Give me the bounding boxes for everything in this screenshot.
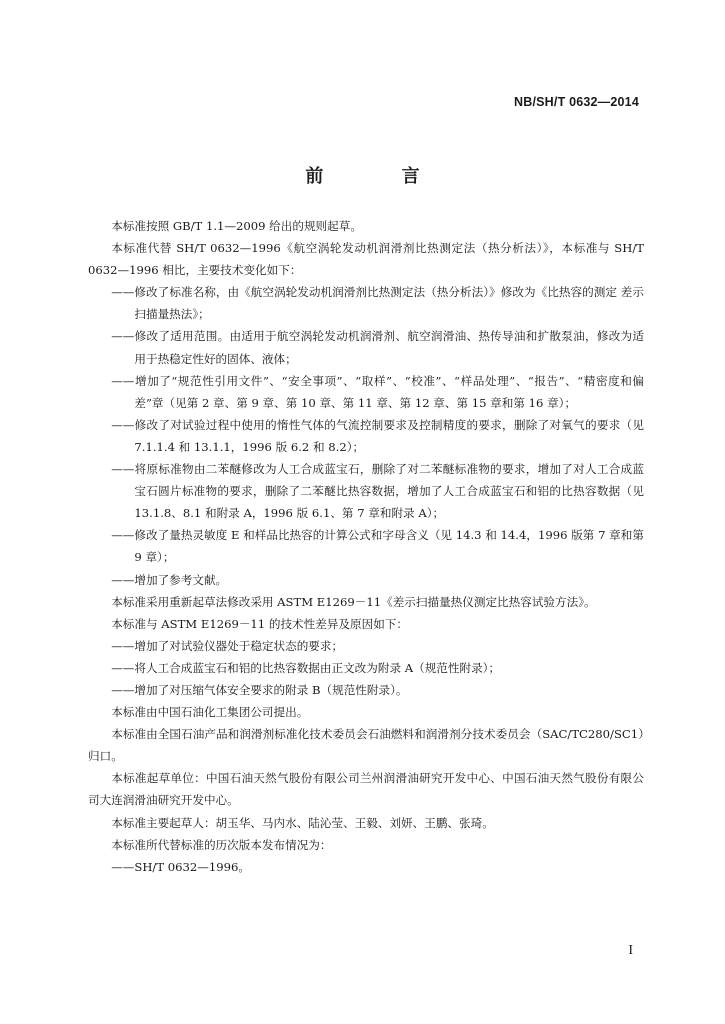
paragraph-committee: 本标准由全国石油产品和润滑剂标准化技术委员会石油燃料和润滑剂分技术委员会（SAC/TC280/SC1）归口。: [88, 727, 644, 764]
difference-item-stability: ——增加了对试验仪器处于稳定状态的要求；: [111, 638, 344, 653]
change-item-bibliography: ——增加了参考文献。: [111, 572, 228, 587]
previous-edition-item: ——SH/T 0632—1996。: [111, 859, 250, 874]
page-number: I: [628, 943, 633, 958]
page-title: 前 言: [305, 166, 456, 187]
change-item-reference-material: ——将原标准物由二苯醚修改为人工合成蓝宝石，删除了对二苯醚标准物的要求，增加了对人工合成蓝宝石圆片标准物的要求，删除了二苯醚比热容数据，增加了人工合成蓝宝石和铝的比热容数据（见 13.1.8、8.1 和附录 A，1996 版 6.1、第 7 章和附录 A）；: [111, 462, 644, 521]
difference-item-annex-b: ——增加了对压缩气体安全要求的附录 B（规范性附录）。: [111, 682, 408, 697]
change-item-formulas: ——修改了量热灵敏度 E 和样品比热容的计算公式和字母含义（见 14.3 和 14.4，1996 版第 7 章和第 9 章）；: [111, 528, 644, 565]
standard-code-header: NB/SH/T 0632—2014: [514, 95, 639, 109]
change-item-title: ——修改了标准名称，由《航空涡轮发动机润滑剂比热测定法（热分析法）》修改为《比热容的测定 差示扫描量热法》；: [111, 285, 644, 322]
change-item-added-chapters: ——增加了“规范性引用文件”、“安全事项”、“取样”、“校准”、“样品处理”、“报告”、“精密度和偏差”章（见第 2 章、第 9 章、第 10 章、第 11 章、第 12 章、第 15 章和第 16 章）；: [111, 373, 644, 410]
paragraph-replaces-standard: 本标准代替 SH/T 0632—1996《航空涡轮发动机润滑剂比热测定法（热分析法）》，本标准与 SH/T 0632—1996 相比，主要技术变化如下：: [88, 241, 644, 278]
paragraph-proposer: 本标准由中国石油化工集团公司提出。: [111, 705, 309, 720]
paragraph-adoption: 本标准采用重新起草法修改采用 ASTM E1269－11《差示扫描量热仪测定比热容试验方法》。: [111, 594, 596, 609]
paragraph-previous-editions: 本标准所代替标准的历次版本发布情况为：: [111, 837, 332, 852]
paragraph-differences: 本标准与 ASTM E1269－11 的技术性差异及原因如下：: [111, 616, 408, 631]
paragraph-drafting-rules: 本标准按照 GB/T 1.1—2009 给出的规则起草。: [111, 219, 362, 233]
paragraph-drafting-units: 本标准起草单位：中国石油天然气股份有限公司兰州润滑油研究开发中心、中国石油天然气股份有限公司大连润滑油研究开发中心。: [88, 771, 644, 808]
paragraph-drafters: 本标准主要起草人：胡玉华、马内水、陆沁莹、王毅、刘妍、王鹏、张琦。: [111, 815, 494, 830]
foreword-body: [88, 215, 644, 878]
difference-item-annex-a: ——将人工合成蓝宝石和铝的比热容数据由正文改为附录 A（规范性附录）；: [111, 660, 501, 675]
change-item-scope: ——修改了适用范围。由适用于航空涡轮发动机润滑剂、航空润滑油、热传导油和扩散泵油，修改为适用于热稳定性好的固体、液体；: [111, 329, 644, 366]
change-item-inert-gas: ——修改了对试验过程中使用的惰性气体的气流控制要求及控制精度的要求，删除了对氧气的要求（见 7.1.1.4 和 13.1.1，1996 版 6.2 和 8.2）；: [111, 417, 644, 454]
